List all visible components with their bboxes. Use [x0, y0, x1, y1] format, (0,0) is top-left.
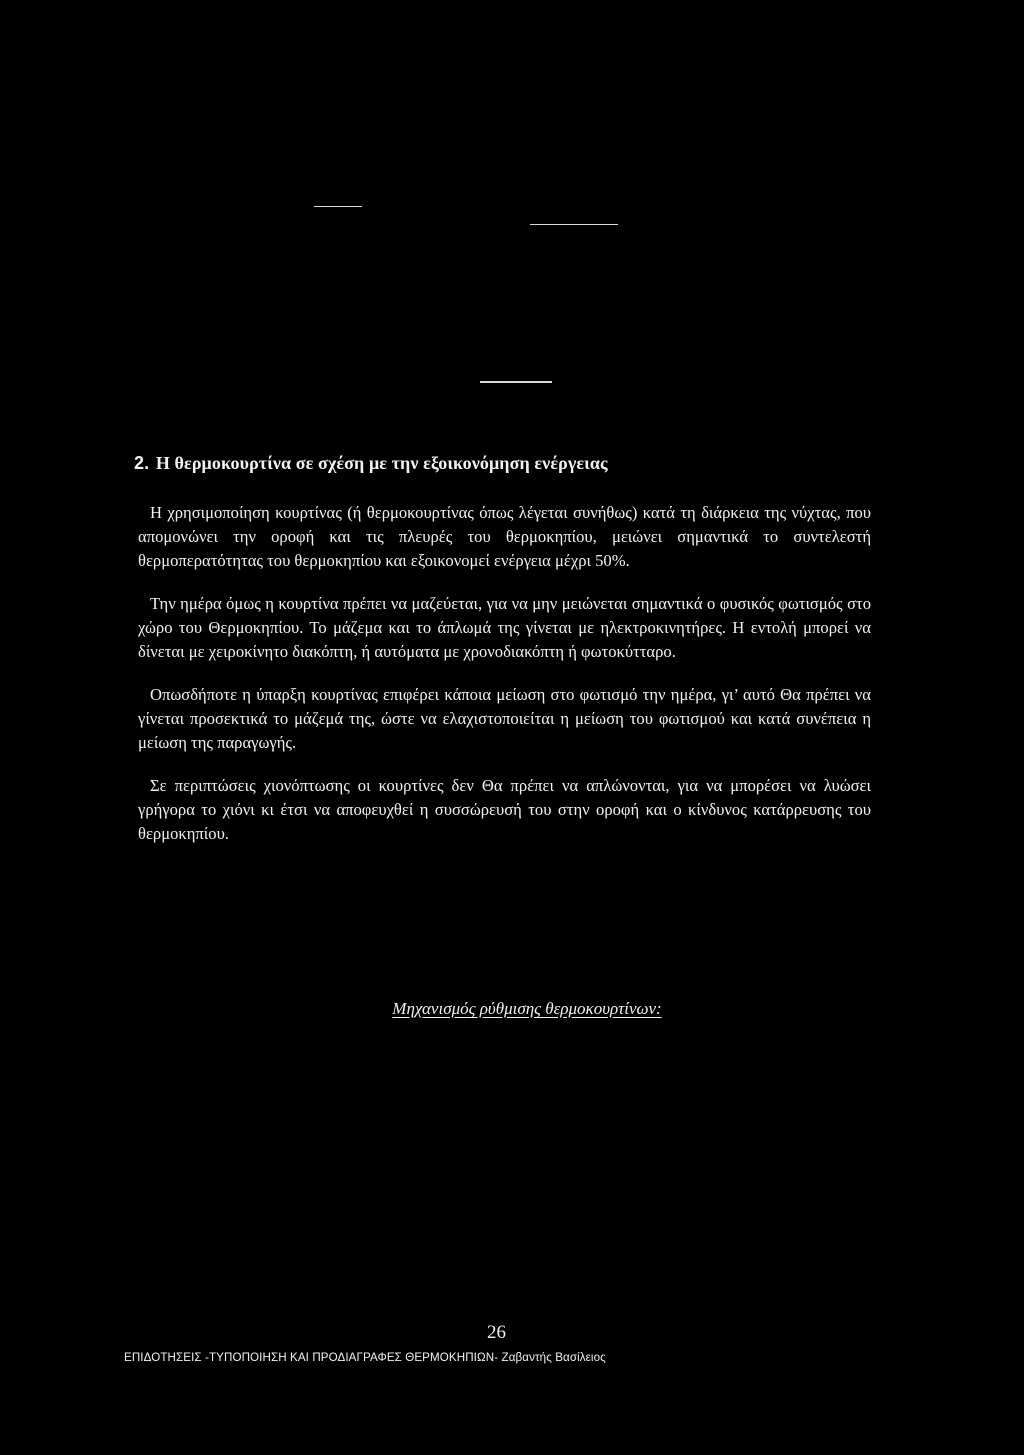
- scan-artifact-line: [480, 381, 552, 383]
- figure-caption-text: Μηχανισμός ρύθμισης θερμοκουρτίνων:: [392, 999, 662, 1018]
- page-number: 26: [487, 1322, 506, 1343]
- page-footer: ΕΠΙΔΟΤΗΣΕΙΣ -ΤΥΠΟΠΟΙΗΣΗ ΚΑΙ ΠΡΟΔΙΑΓΡΑΦΕΣ ΘΕΡΜΟΚΗΠΙΩΝ- Ζαβαντής Βασίλειος: [124, 1351, 606, 1364]
- document-body: [134, 452, 871, 865]
- figure-caption: [0, 998, 1024, 1020]
- paragraph: Οπωσδήποτε η ύπαρξη κουρτίνας επιφέρει κάποια μείωση στο φωτισμό την ημέρα, γι’ αυτό Θα πρέπει να γίνεται προσεκτικά το μάζεμά της, ώστε να ελαχιστοποιείται η μείωση του φωτισμού και κατά συνέπεια η μείωση της παραγωγής.: [138, 685, 871, 752]
- paragraph: Την ημέρα όμως η κουρτίνα πρέπει να μαζεύεται, για να μην μειώνεται σημαντικά ο φυσικός φωτισμός στο χώρο του Θερμοκηπίου. Το μάζεμα και το άπλωμά της γίνεται με ηλεκτροκινητήρες. Η εντολή μπορεί να δίνεται με χειροκίνητο διακόπτη, ή αυτόματα με χρονοδιακόπτη ή φωτοκύτταρο.: [138, 594, 871, 661]
- section-number: 2.: [134, 453, 150, 473]
- paragraph: Σε περιπτώσεις χιονόπτωσης οι κουρτίνες δεν Θα πρέπει να απλώνονται, για να μπορέσει να λυώσει γρήγορα το χιόνι κι έτσι να αποφευχθεί η συσσώρευσή του στην οροφή και ο κίνδυνος κατάρρευσης του θερμοκηπίου.: [138, 776, 871, 843]
- scan-artifact-line: [530, 224, 618, 225]
- section-heading: [134, 452, 871, 474]
- paragraph: Η χρησιμοποίηση κουρτίνας (ή θερμοκουρτίνας όπως λέγεται συνήθως) κατά τη διάρκεια της νύχτας, που απομονώνει την οροφή και τις πλευρές του θερμοκηπίου, μειώνει σημαντικά το συντελεστή θερμοπερατότητας του θερμοκηπίου και εξοικονομεί ενέργεια μέχρι 50%.: [138, 503, 871, 570]
- scan-artifact-line: [314, 206, 362, 207]
- section-title: Η θερμοκουρτίνα σε σχέση με την εξοικονόμηση ενέργειας: [155, 453, 608, 473]
